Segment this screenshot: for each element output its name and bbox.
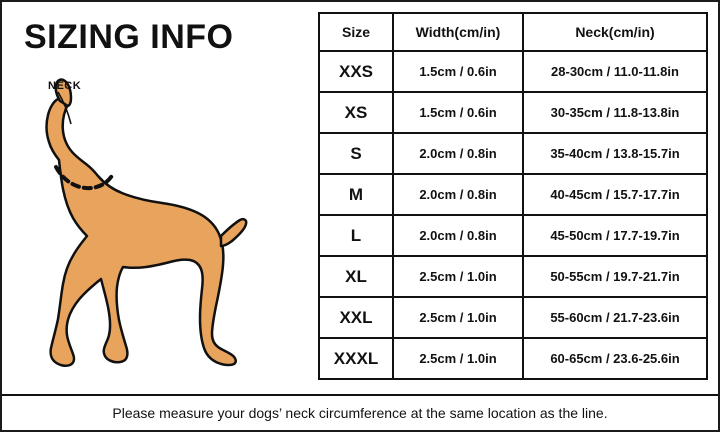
- table-row: [319, 338, 707, 379]
- column-header-size: Size: [319, 13, 393, 51]
- cell-size: XS: [319, 92, 393, 133]
- table-row: [319, 297, 707, 338]
- cell-size: L: [319, 215, 393, 256]
- cell-size: M: [319, 174, 393, 215]
- cell-neck: 40-45cm / 15.7-17.7in: [523, 174, 707, 215]
- page-title: SIZING INFO: [24, 18, 234, 56]
- cell-neck: 50-55cm / 19.7-21.7in: [523, 256, 707, 297]
- cell-neck: 35-40cm / 13.8-15.7in: [523, 133, 707, 174]
- cell-width: 2.0cm / 0.8in: [393, 133, 523, 174]
- cell-width: 1.5cm / 0.6in: [393, 92, 523, 133]
- cell-size: XXXL: [319, 338, 393, 379]
- column-header-neck: Neck(cm/in): [523, 13, 707, 51]
- cell-width: 2.5cm / 1.0in: [393, 256, 523, 297]
- footer-note: Please measure your dogs’ neck circumference at the same location as the line.: [112, 405, 608, 421]
- cell-width: 1.5cm / 0.6in: [393, 51, 523, 92]
- left-panel: [2, 2, 312, 394]
- table-row: [319, 133, 707, 174]
- card-content: [2, 2, 718, 394]
- cell-size: XL: [319, 256, 393, 297]
- size-table: [318, 12, 708, 380]
- table-row: [319, 256, 707, 297]
- cell-neck: 55-60cm / 21.7-23.6in: [523, 297, 707, 338]
- table-row: [319, 51, 707, 92]
- table-row: [319, 215, 707, 256]
- table-row: [319, 174, 707, 215]
- cell-size: XXL: [319, 297, 393, 338]
- cell-neck: 28-30cm / 11.0-11.8in: [523, 51, 707, 92]
- cell-width: 2.0cm / 0.8in: [393, 174, 523, 215]
- cell-width: 2.0cm / 0.8in: [393, 215, 523, 256]
- neck-label: NECK: [48, 80, 82, 92]
- cell-neck: 30-35cm / 11.8-13.8in: [523, 92, 707, 133]
- cell-width: 2.5cm / 1.0in: [393, 297, 523, 338]
- cell-neck: 60-65cm / 23.6-25.6in: [523, 338, 707, 379]
- column-header-width: Width(cm/in): [393, 13, 523, 51]
- dog-silhouette-icon: [16, 68, 306, 368]
- cell-width: 2.5cm / 1.0in: [393, 338, 523, 379]
- cell-size: S: [319, 133, 393, 174]
- cell-size: XXS: [319, 51, 393, 92]
- table-header-row: [319, 13, 707, 51]
- cell-neck: 45-50cm / 17.7-19.7in: [523, 215, 707, 256]
- table-row: [319, 92, 707, 133]
- size-table-wrap: [312, 2, 720, 394]
